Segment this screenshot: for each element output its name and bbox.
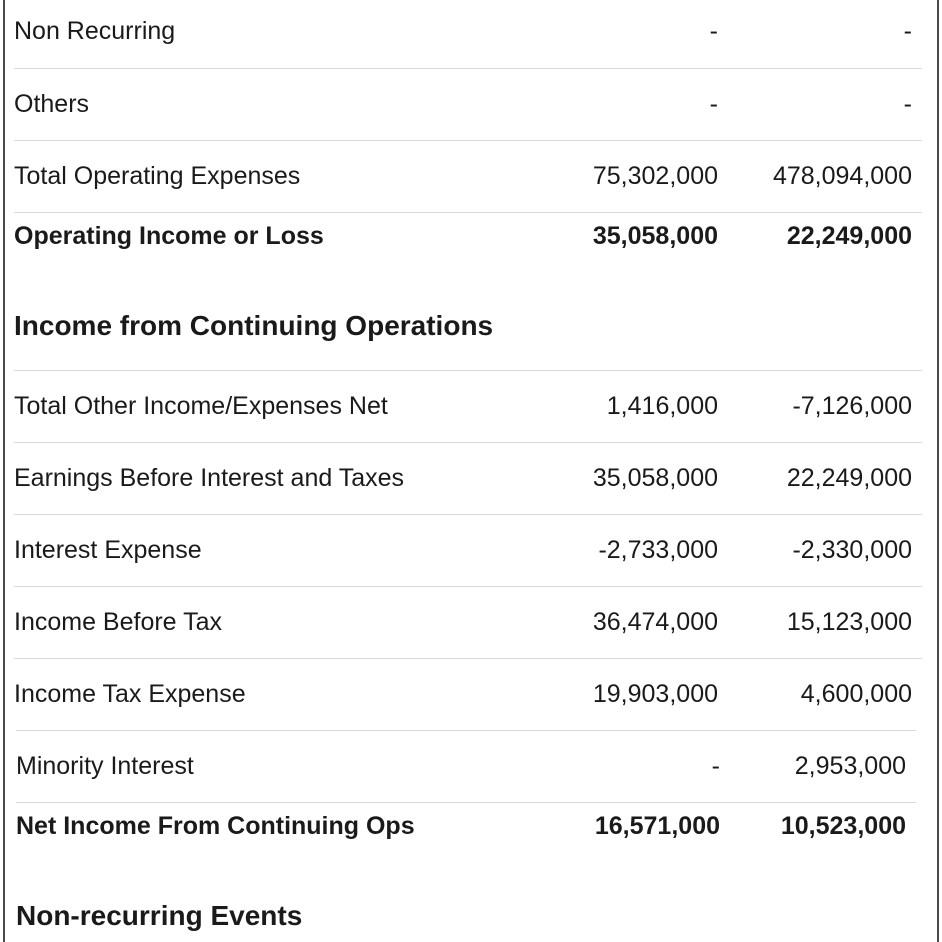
row-label: Income Tax Expense	[14, 680, 246, 708]
row-label: Total Other Income/Expenses Net	[14, 392, 388, 420]
row-value-col1: 36,474,000	[592, 608, 718, 636]
table-row-total	[14, 212, 922, 272]
row-label: Interest Expense	[14, 536, 202, 564]
row-value-col1: 1,416,000	[606, 392, 718, 420]
table-row	[14, 442, 922, 514]
row-value-col1: -2,733,000	[598, 536, 718, 564]
row-value-col1: 19,903,000	[592, 680, 718, 708]
table-row	[14, 68, 922, 140]
row-value-col1: -	[711, 752, 720, 780]
section-heading-continuing-operations: Income from Continuing Operations	[14, 310, 494, 341]
row-value-col2: -	[903, 90, 912, 118]
section-heading-non-recurring-events: Non-recurring Events	[16, 900, 303, 931]
row-label: Net Income From Continuing Ops	[16, 812, 415, 840]
table-row	[14, 514, 922, 586]
row-value-col2: 10,523,000	[780, 812, 906, 840]
row-value-col1: -	[709, 90, 718, 118]
row-label: Earnings Before Interest and Taxes	[14, 464, 405, 492]
table-row	[14, 16, 922, 56]
row-value-col2: -2,330,000	[792, 536, 912, 564]
row-label: Others	[14, 90, 90, 118]
row-label: Operating Income or Loss	[14, 222, 324, 250]
table-row	[14, 140, 922, 212]
row-value-col1: 35,058,000	[592, 464, 718, 492]
row-value-col2: -7,126,000	[792, 392, 912, 420]
table-row	[14, 370, 922, 442]
table-row	[14, 586, 922, 658]
row-value-col2: 2,953,000	[794, 752, 906, 780]
row-value-col1: 35,058,000	[592, 222, 718, 250]
row-value-col2: 4,600,000	[800, 680, 912, 708]
row-value-col2: 478,094,000	[772, 162, 912, 190]
row-label: Income Before Tax	[14, 608, 222, 636]
row-value-col2: 22,249,000	[786, 464, 912, 492]
row-value-col1: -	[709, 17, 718, 45]
table-row	[16, 730, 916, 802]
row-value-col1: 16,571,000	[594, 812, 720, 840]
row-label: Total Operating Expenses	[14, 162, 301, 190]
table-row-total	[16, 802, 916, 858]
row-value-col1: 75,302,000	[592, 162, 718, 190]
row-value-col2: 15,123,000	[786, 608, 912, 636]
row-value-col2: 22,249,000	[786, 222, 912, 250]
table-row	[14, 658, 922, 730]
row-label: Non Recurring	[14, 17, 176, 45]
row-value-col2: -	[903, 17, 912, 45]
row-label: Minority Interest	[16, 752, 194, 780]
